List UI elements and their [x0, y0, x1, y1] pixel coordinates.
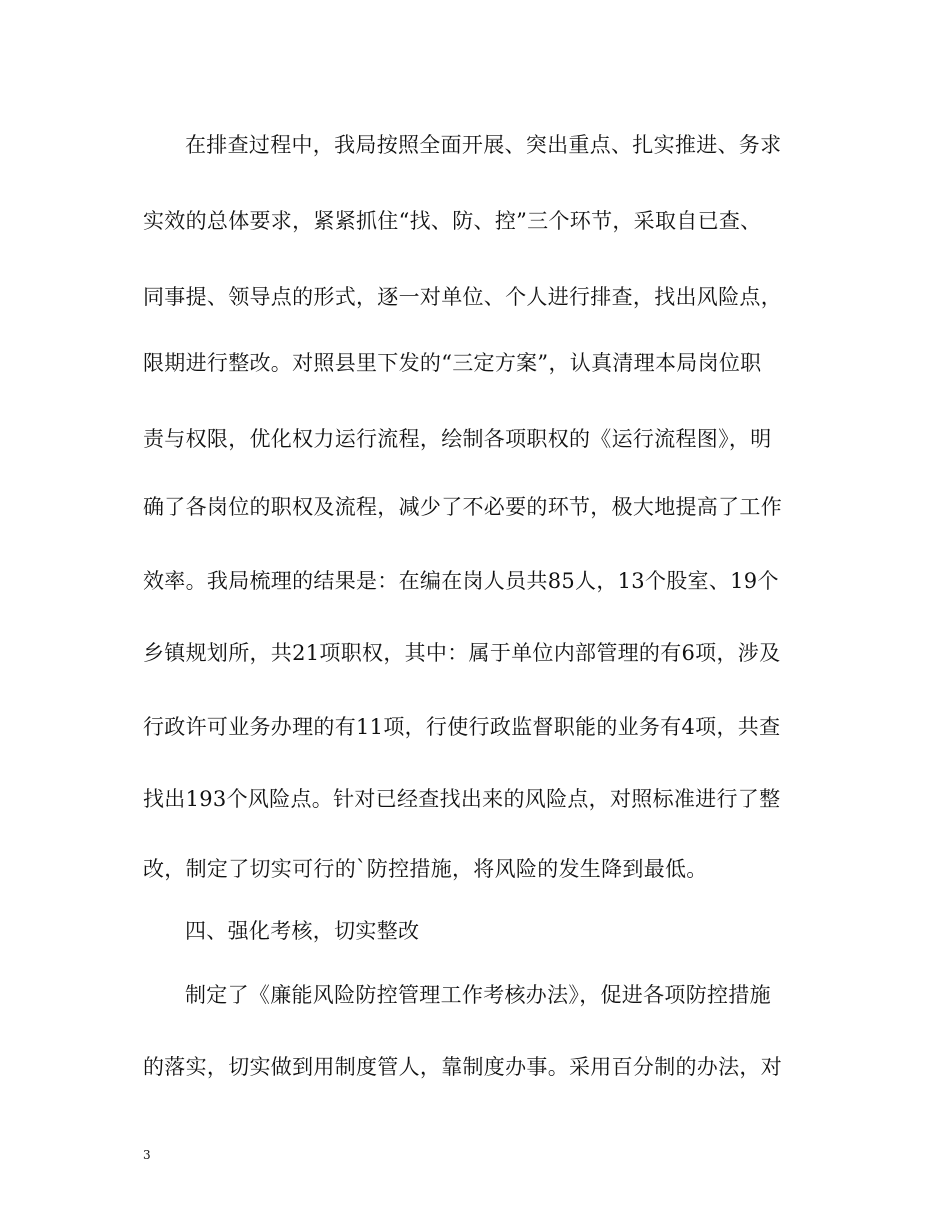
- paragraph-line: 同事提、领导点的形式，逐一对单位、个人进行排查，找出风险点，: [143, 285, 782, 309]
- paragraph-line: 效率。我局梳理的结果是：在编在岗人员共85人，13个股室、19个: [143, 569, 779, 593]
- page-number: 3: [143, 1148, 151, 1162]
- paragraph-line: 制定了《廉能风险防控管理工作考核办法》，促进各项防控措施: [185, 983, 771, 1007]
- paragraph-line: 找出193个风险点。针对已经查找出来的风险点，对照标准进行了整: [143, 787, 781, 811]
- section-heading: 四、强化考核，切实整改: [185, 919, 420, 943]
- paragraph-line: 限期进行整改。对照县里下发的“三定方案”，认真清理本局岗位职: [143, 351, 762, 375]
- paragraph-line: 的落实，切实做到用制度管人，靠制度办事。采用百分制的办法，对: [143, 1055, 782, 1079]
- paragraph-line: 责与权限，优化权力运行流程，绘制各项职权的《运行流程图》，明: [143, 427, 772, 451]
- paragraph-line: 实效的总体要求，紧紧抓住“找、防、控”三个环节，采取自已查、: [143, 209, 762, 233]
- paragraph-line: 改，制定了切实可行的`防控措施，将风险的发生降到最低。: [143, 857, 708, 881]
- paragraph-line: 在排查过程中，我局按照全面开展、突出重点、扎实推进、务求: [185, 133, 782, 157]
- paragraph-line: 行政许可业务办理的有11项，行使行政监督职能的业务有4项，共查: [143, 715, 781, 739]
- paragraph-line: 确了各岗位的职权及流程，减少了不必要的环节，极大地提高了工作: [143, 495, 782, 519]
- paragraph-line: 乡镇规划所，共21项职权，其中：属于单位内部管理的有6项，涉及: [143, 641, 781, 665]
